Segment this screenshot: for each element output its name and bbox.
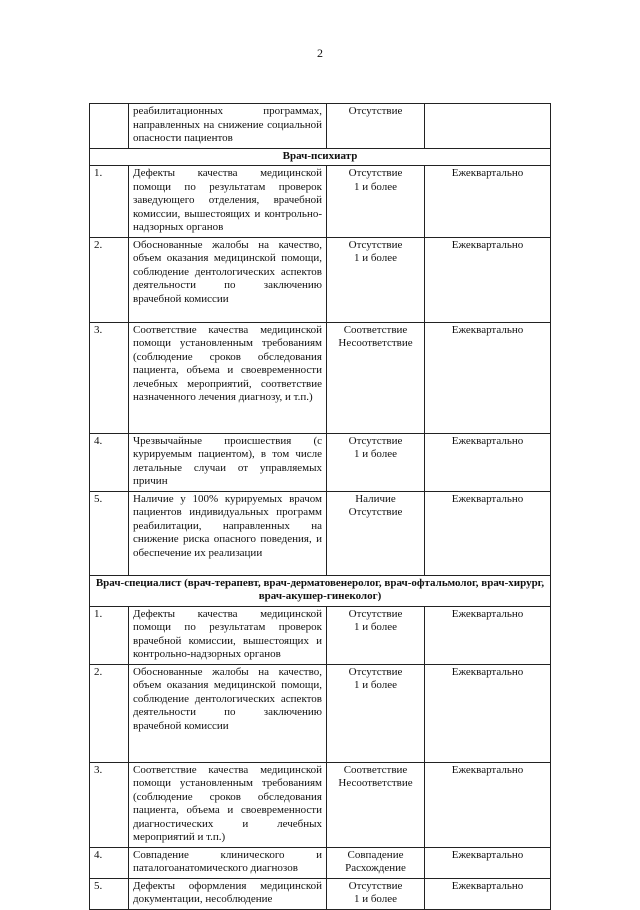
criterion-frequency: Ежеквартально — [425, 762, 551, 847]
table-row — [90, 166, 551, 238]
table-row — [90, 237, 551, 322]
row-number: 4. — [90, 847, 129, 878]
criterion-value: Соответствие Несоответствие — [327, 762, 425, 847]
section-header-row — [90, 575, 551, 606]
page-number: 2 — [317, 46, 323, 60]
criterion-text: Дефекты качества медицинской помощи по результатам проверок врачебной комиссии, вышестоящих и контрольно-надзорных органов — [129, 606, 327, 664]
criterion-frequency: Ежеквартально — [425, 322, 551, 433]
criterion-value: Отсутствие 1 и более — [327, 878, 425, 909]
criterion-text: Обоснованные жалобы на качество, объем оказания медицинской помощи, соблюдение дентологических аспектов деятельности по заключению врачебной комиссии — [129, 664, 327, 762]
row-number: 2. — [90, 237, 129, 322]
criterion-frequency: Ежеквартально — [425, 847, 551, 878]
row-number: 2. — [90, 664, 129, 762]
criterion-text: Чрезвычайные происшествия (с курируемым пациентом), в том числе летальные случаи от управляемых причин — [129, 433, 327, 491]
row-number: 3. — [90, 322, 129, 433]
criterion-value: Отсутствие 1 и более — [327, 237, 425, 322]
table-row — [90, 433, 551, 491]
section-header-row — [90, 148, 551, 166]
row-number: 1. — [90, 606, 129, 664]
table-row — [90, 762, 551, 847]
criterion-frequency: Ежеквартально — [425, 664, 551, 762]
section-title: Врач-психиатр — [90, 148, 551, 166]
row-number: 5. — [90, 878, 129, 909]
criterion-text: Соответствие качества медицинской помощи установленным требованиям (соблюдение сроков обследования пациента, объема и своевременности лечебных мероприятий, соответствие назначенного лечения диагнозу, и т.п.) — [129, 322, 327, 433]
criterion-text: Обоснованные жалобы на качество, объем оказания медицинской помощи, соблюдение дентологических аспектов деятельности по заключению врачебной комиссии — [129, 237, 327, 322]
criterion-value: Соответствие Несоответствие — [327, 322, 425, 433]
row-number: 5. — [90, 491, 129, 575]
table-row — [90, 322, 551, 433]
table-row — [90, 606, 551, 664]
criterion-value: Совпадение Расхождение — [327, 847, 425, 878]
table-row — [90, 491, 551, 575]
criterion-frequency: Ежеквартально — [425, 606, 551, 664]
row-number: 3. — [90, 762, 129, 847]
criterion-value: Отсутствие 1 и более — [327, 433, 425, 491]
table-row — [90, 878, 551, 909]
criterion-text: Соответствие качества медицинской помощи установленным требованиям (соблюдение сроков обследования пациента, объема и своевременности диагностических и лечебных мероприятий и т.п.) — [129, 762, 327, 847]
criterion-text: Совпадение клинического и паталогоанатомического диагнозов — [129, 847, 327, 878]
criterion-frequency: Ежеквартально — [425, 237, 551, 322]
criterion-value: Отсутствие — [327, 104, 425, 149]
criterion-value: Отсутствие 1 и более — [327, 606, 425, 664]
table-row — [90, 104, 551, 149]
section-title: Врач-специалист (врач-терапевт, врач-дерматовенеролог, врач-офтальмолог, врач-хирург, врач-акушер-гинеколог) — [90, 575, 551, 606]
criterion-text: Наличие у 100% курируемых врачом пациентов индивидуальных программ реабилитации, направленных на снижение риска опасного поведения, и обеспечение их реализации — [129, 491, 327, 575]
row-number — [90, 104, 129, 149]
criterion-frequency: Ежеквартально — [425, 491, 551, 575]
table-row — [90, 847, 551, 878]
criterion-value: Наличие Отсутствие — [327, 491, 425, 575]
criterion-frequency: Ежеквартально — [425, 166, 551, 238]
table-row — [90, 664, 551, 762]
criterion-frequency: Ежеквартально — [425, 433, 551, 491]
criterion-frequency — [425, 104, 551, 149]
criteria-table — [89, 103, 551, 910]
row-number: 4. — [90, 433, 129, 491]
criterion-text: Дефекты качества медицинской помощи по результатам проверок заведующего отделения, врачебной комиссии, вышестоящих и контрольно-надзорных органов — [129, 166, 327, 238]
criterion-text: Дефекты оформления медицинской документации, несоблюдение — [129, 878, 327, 909]
criterion-text: реабилитационных программах, направленных на снижение социальной опасности пациентов — [129, 104, 327, 149]
criterion-value: Отсутствие 1 и более — [327, 166, 425, 238]
criterion-frequency: Ежеквартально — [425, 878, 551, 909]
criterion-value: Отсутствие 1 и более — [327, 664, 425, 762]
row-number: 1. — [90, 166, 129, 238]
